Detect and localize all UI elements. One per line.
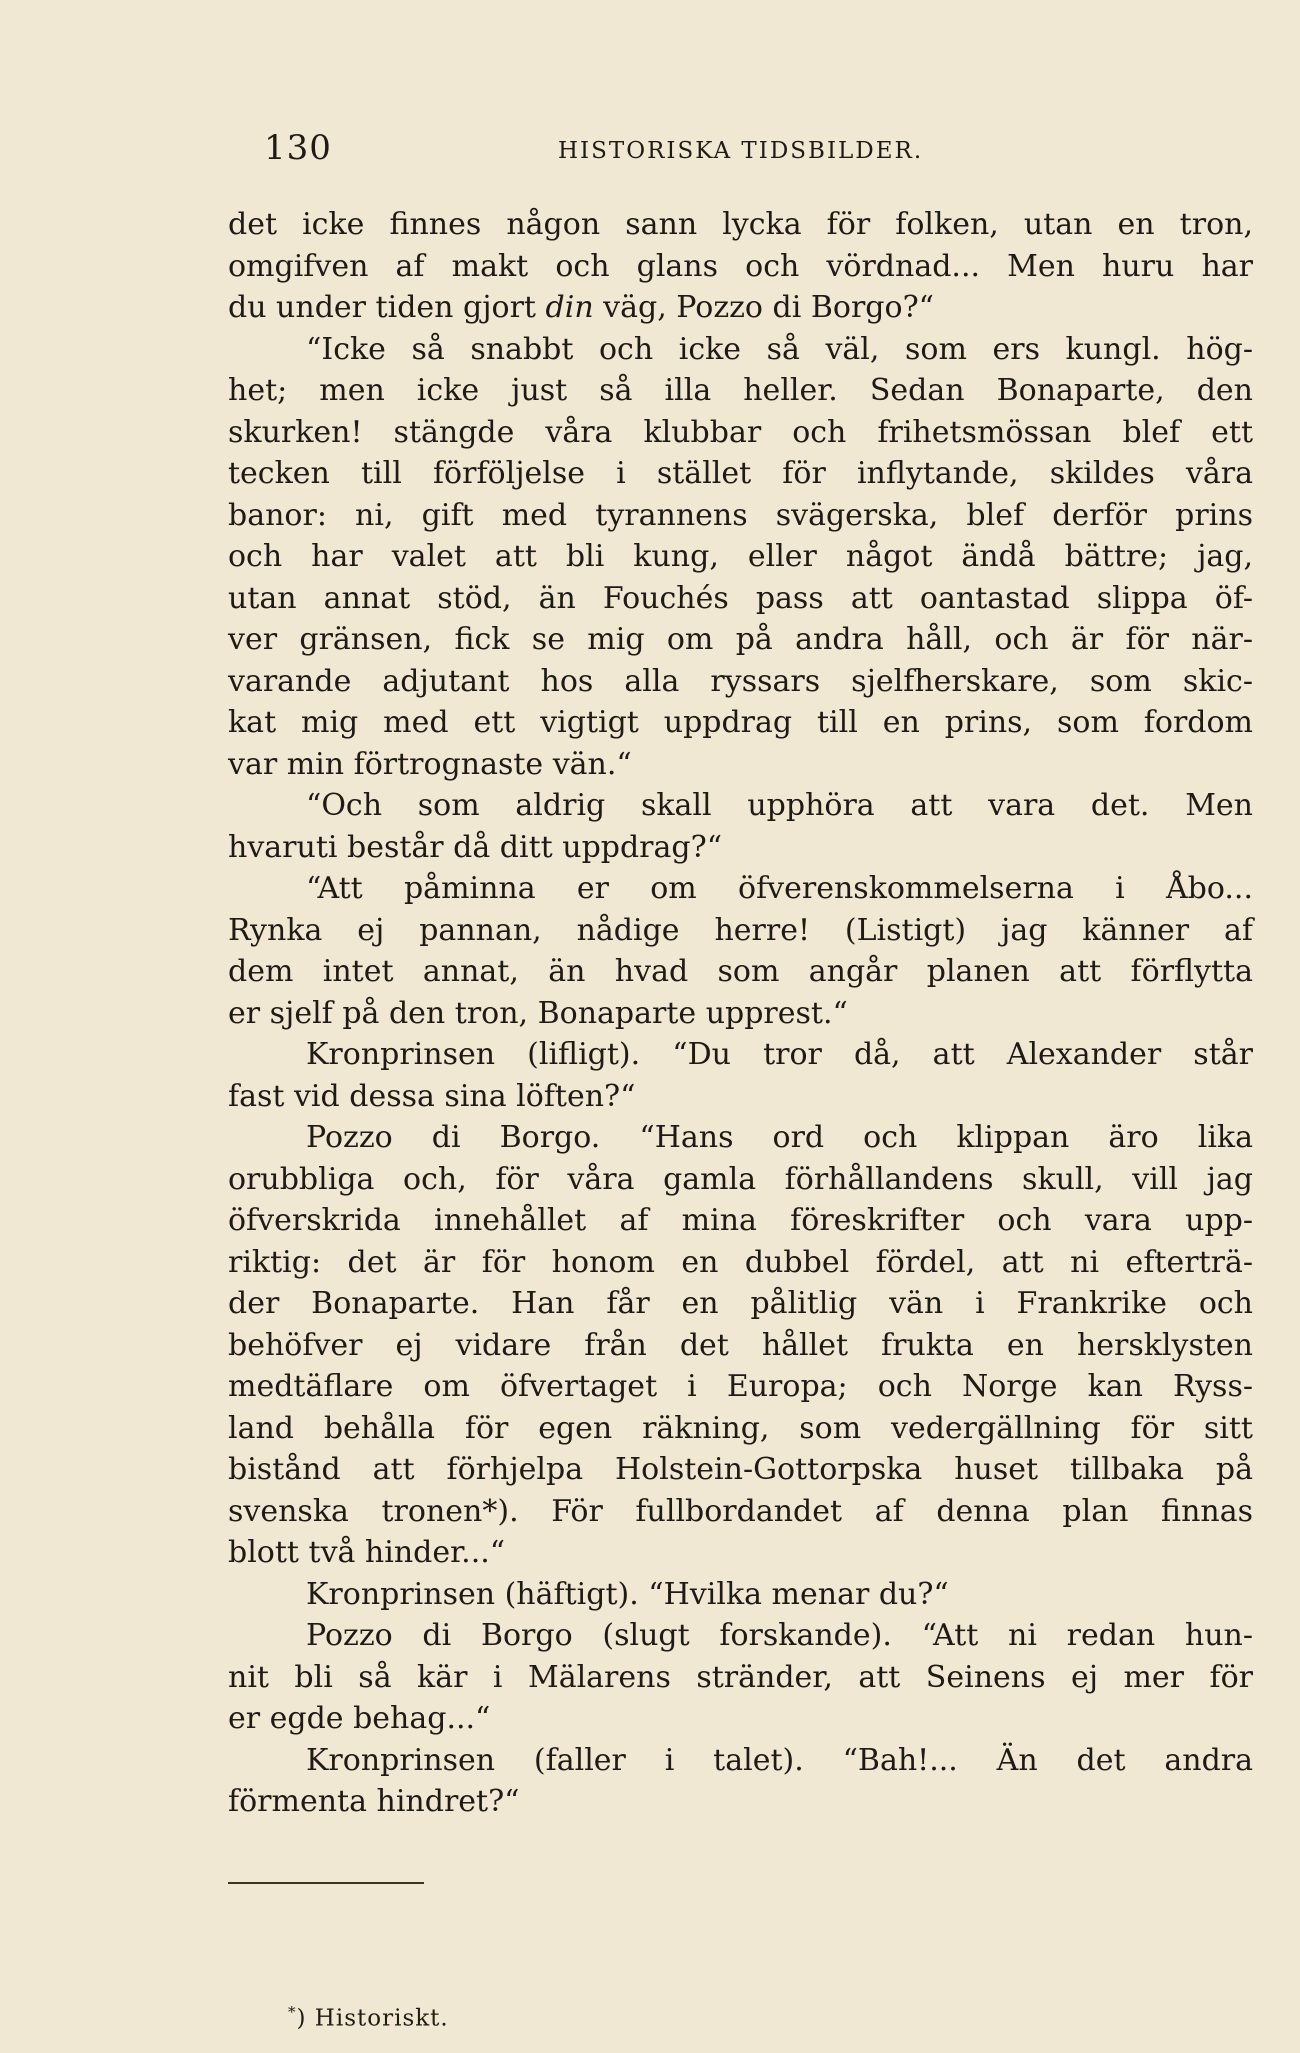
text-line: ver gränsen, fick se mig om på andra håll, och är för när-	[228, 622, 1253, 657]
footnote-marker: *	[288, 2003, 297, 2021]
text-line: svenska tronen*). För fullbordandet af denna plan finnas	[228, 1493, 1253, 1529]
text-segment: du under tiden gjort	[228, 290, 546, 325]
text-line: Pozzo di Borgo. “Hans ord och klippan äro lika	[306, 1120, 1253, 1155]
text-line: orubbliga och, för våra gamla förhållandens skull, vill jag	[228, 1161, 1253, 1197]
text-line: öfverskrida innehållet af mina föreskrifter och vara upp-	[228, 1203, 1253, 1238]
text-line: omgifven af makt och glans och vördnad... Men huru har	[228, 248, 1253, 284]
text-line: skurken! stängde våra klubbar och frihetsmössan blef ett	[228, 414, 1253, 450]
text-line: het; men icke just så illa heller. Sedan Bonaparte, den	[228, 373, 1253, 408]
footnote	[288, 1998, 449, 2033]
footnote-divider	[228, 1882, 424, 1884]
text-line: der Bonaparte. Han får en pålitlig vän i Frankrike och	[228, 1286, 1253, 1321]
text-line: land behålla för egen räkning, som vedergällning för sitt	[228, 1410, 1253, 1446]
text-line: “Att påminna er om öfverenskommelserna i Åbo...	[306, 871, 1253, 906]
text-line: tecken till förföljelse i stället för inflytande, skildes våra	[228, 456, 1253, 491]
text-line: Pozzo di Borgo (slugt forskande). “Att ni redan hun-	[306, 1618, 1253, 1653]
text-line: det icke finnes någon sann lycka för folken, utan en tron,	[228, 207, 1253, 242]
text-line: behöfver ej vidare från det hållet frukta en hersklysten	[228, 1327, 1253, 1363]
text-line: dem intet annat, än hvad som angår planen att förflytta	[228, 954, 1253, 989]
text-line: er sjelf på den tron, Bonaparte upprest.“	[228, 995, 848, 1031]
text-line: er egde behag...“	[228, 1701, 491, 1736]
text-line: “Och som aldrig skall upphöra att vara det. Men	[306, 788, 1253, 823]
text-line	[228, 287, 1253, 329]
text-line: Kronprinsen (häftigt). “Hvilka menar du?“	[306, 1576, 949, 1612]
text-line: “Icke så snabbt och icke så väl, som ers kungl. hög-	[306, 331, 1253, 367]
text-line: förmenta hindret?“	[228, 1784, 520, 1819]
body-text	[228, 204, 1253, 1823]
text-line: varande adjutant hos alla ryssars sjelfherskare, som skic-	[228, 663, 1253, 699]
page-number: 130	[264, 128, 332, 168]
footnote-text: ) Historiskt.	[296, 2005, 449, 2032]
text-line: var min förtrognaste vän.“	[228, 746, 632, 782]
text-line: banor: ni, gift med tyrannens svägerska, blef derför prins	[228, 497, 1253, 533]
text-line: Rynka ej pannan, nådige herre! (Listigt) jag känner af	[228, 912, 1253, 948]
text-line: bistånd att förhjelpa Holstein-Gottorpska huset tillbaka på	[228, 1452, 1253, 1487]
text-line: utan annat stöd, än Fouchés pass att oantastad slippa öf-	[228, 580, 1253, 616]
text-line: blott två hinder...“	[228, 1535, 506, 1570]
text-line: nit bli så kär i Mälarens stränder, att Seinens ej mer för	[228, 1659, 1253, 1695]
text-segment: väg, Pozzo di Borgo?“	[593, 290, 934, 325]
text-line: Kronprinsen (faller i talet). “Bah!... Än det andra	[306, 1742, 1253, 1778]
page-header	[228, 128, 1253, 178]
italic-word: din	[545, 290, 594, 325]
text-line: kat mig med ett vigtigt uppdrag till en prins, som fordom	[228, 705, 1253, 740]
text-line: Kronprinsen (lifligt). “Du tror då, att Alexander står	[306, 1037, 1253, 1072]
text-line: medtäflare om öfvertaget i Europa; och Norge kan Ryss-	[228, 1369, 1253, 1404]
running-title: HISTORISKA TIDSBILDER.	[558, 138, 924, 164]
text-line: riktig: det är för honom en dubbel fördel, att ni efterträ-	[228, 1244, 1253, 1280]
text-line: och har valet att bli kung, eller något ändå bättre; jag,	[228, 539, 1253, 574]
text-line: hvaruti består då ditt uppdrag?“	[228, 829, 723, 865]
text-line: fast vid dessa sina löften?“	[228, 1078, 636, 1114]
